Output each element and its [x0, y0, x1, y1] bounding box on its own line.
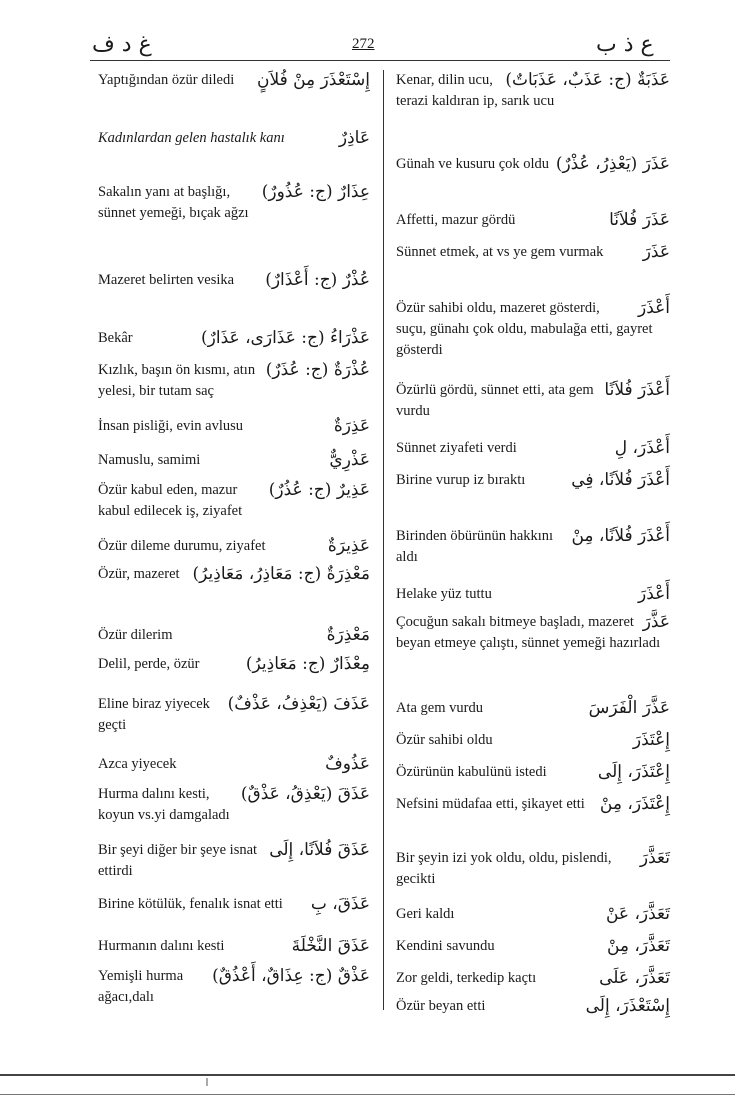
turkish-definition: Hurmanın dalını kesti	[98, 938, 225, 954]
turkish-definition: Kadınlardan gelen hastalık kanı	[98, 130, 285, 146]
turkish-definition: Özür sahibi oldu	[396, 732, 493, 748]
dictionary-entry	[396, 848, 670, 890]
dictionary-entry	[98, 694, 370, 736]
arabic-headword: عَذَّرَ الْفَرَسَ	[588, 698, 670, 718]
dictionary-entry	[396, 70, 670, 112]
turkish-definition: Özür sahibi oldu, mazeret gösterdi, suçu, günahı çok oldu, mabulağa etti, gayret gösterdi	[396, 300, 653, 358]
turkish-definition: Delil, perde, özür	[98, 656, 200, 672]
dictionary-entry	[98, 894, 370, 915]
arabic-headword: عَاذِرٌ	[338, 128, 370, 148]
header-rule	[90, 60, 670, 61]
turkish-definition: Ata gem vurdu	[396, 700, 483, 716]
dictionary-entry	[98, 564, 370, 585]
dictionary-entry	[396, 612, 670, 654]
arabic-headword: تَعَذَّرَ، مِنْ	[606, 936, 670, 956]
dictionary-entry	[396, 698, 670, 719]
dictionary-entry	[396, 210, 670, 231]
turkish-definition: Eline biraz yiyecek geçti	[98, 696, 210, 733]
arabic-headword: إِعْتَذَرَ	[632, 730, 670, 750]
turkish-definition: Bir şeyi diğer bir şeye isnat ettirdi	[98, 842, 258, 879]
turkish-definition: Özür beyan etti	[396, 998, 486, 1014]
arabic-headword: مَعْذِرَةٌ	[326, 625, 370, 645]
turkish-definition: Sünnet ziyafeti verdi	[396, 440, 517, 456]
turkish-definition: Bekâr	[98, 330, 133, 346]
turkish-definition: Sakalın yanı at başlığı, sünnet yemeği, bıçak ağzı	[98, 184, 249, 221]
arabic-headword: تَعَذَّرَ، عَلَى	[599, 968, 670, 988]
turkish-definition: Sünnet etmek, at vs ye gem vurmak	[396, 244, 604, 260]
dictionary-entry	[98, 360, 370, 402]
turkish-definition: Namuslu, samimi	[98, 452, 201, 468]
arabic-headword: عَذَرَ	[642, 242, 670, 262]
arabic-headword: عَذَقَ، بِ	[310, 894, 370, 914]
turkish-definition: İnsan pisliği, evin avlusu	[98, 418, 243, 434]
dictionary-entry	[396, 154, 670, 175]
turkish-definition: Özür, mazeret	[98, 566, 180, 582]
dictionary-entry	[98, 840, 370, 882]
arabic-headword: عَذَقَ (يَعْذِقُ، عَذْقٌ)	[240, 784, 370, 804]
arabic-headword: أَعْذَرَ فُلاَنًا، فِي	[571, 470, 670, 490]
turkish-definition: Birine kötülük, fenalık isnat etti	[98, 896, 283, 912]
dictionary-entry	[98, 754, 370, 775]
dictionary-entry	[396, 584, 670, 605]
dictionary-entry	[396, 794, 670, 815]
dictionary-entry	[396, 438, 670, 459]
turkish-definition: Özür dileme durumu, ziyafet	[98, 538, 266, 554]
turkish-definition: Özür dilerim	[98, 627, 173, 643]
arabic-headword: عَذْرِيٌّ	[329, 450, 370, 470]
arabic-headword: إِعْتَذَرَ، مِنْ	[599, 794, 670, 814]
turkish-definition: Hurma dalını kesti, koyun vs.yi damgaladı	[98, 786, 230, 823]
turkish-definition: Yemişli hurma ağacı,dalı	[98, 968, 184, 1005]
turkish-definition: Özürlü gördü, sünnet etti, ata gem vurdu	[396, 382, 594, 419]
arabic-headword: عَذَفَ (يَعْذِفُ، عَذْفٌ)	[227, 694, 370, 714]
dictionary-entry	[98, 328, 370, 349]
page-number: 272	[352, 36, 375, 52]
bottom-rule-secondary	[0, 1094, 735, 1095]
dictionary-entry	[396, 762, 670, 783]
header-right-letters: ع ذ ب	[596, 32, 654, 57]
arabic-headword: عَذَرَ (يَعْذِرُ، عُذْرٌ)	[555, 154, 670, 174]
arabic-headword: عَذَبَةٌ (ج: عَذَبٌ، عَذَبَاتٌ)	[505, 70, 670, 90]
dictionary-entry	[396, 904, 670, 925]
turkish-definition: Zor geldi, terkedip kaçtı	[396, 970, 537, 986]
dictionary-entry	[396, 996, 670, 1017]
arabic-headword: عَذَقَ فُلاَنًا، إِلَى	[269, 840, 370, 860]
arabic-headword: مِعْذَارٌ (ج: مَعَاذِيرُ)	[245, 654, 370, 674]
arabic-headword: إِسْتَعْذَرَ، إِلَى	[585, 996, 670, 1016]
turkish-definition: Özürünün kabulünü istedi	[396, 764, 547, 780]
bottom-rule	[0, 1074, 735, 1076]
arabic-headword: عَذْقٌ (ج: عِذَاقٌ، أَعْذُقٌ)	[212, 966, 370, 986]
turkish-definition: Birinden öbürünün hakkını aldı	[396, 528, 554, 565]
arabic-headword: أَعْذَرَ	[638, 298, 670, 318]
arabic-headword: أَعْذَرَ	[638, 584, 670, 604]
arabic-headword: إِعْتَذَرَ، إِلَى	[597, 762, 670, 782]
turkish-definition: Kızlık, başın ön kısmı, atın yelesi, bir tutam saç	[98, 362, 256, 399]
dictionary-entry	[98, 654, 370, 675]
dictionary-entry	[98, 128, 370, 149]
dictionary-entry	[396, 526, 670, 568]
arabic-headword: تَعَذَّرَ	[639, 848, 670, 868]
arabic-headword: أَعْذَرَ فُلاَنًا، مِنْ	[571, 526, 670, 546]
dictionary-entry	[98, 416, 370, 437]
column-divider	[383, 70, 384, 1010]
dictionary-entry	[98, 450, 370, 471]
dictionary-entry	[98, 966, 370, 1008]
scan-speck	[206, 1078, 208, 1086]
arabic-headword: إِسْتَعْذَرَ مِنْ فُلاَنٍ	[256, 70, 370, 90]
turkish-definition: Geri kaldı	[396, 906, 455, 922]
turkish-definition: Nefsini müdafaa etti, şikayet etti	[396, 796, 585, 812]
turkish-definition: Kenar, dilin ucu, terazi kaldıran ip, sarık ucu	[396, 72, 555, 109]
turkish-definition: Çocuğun sakalı bitmeye başladı, mazeret beyan etmeye çalıştı, sünnet yemeği hazırladı	[396, 614, 661, 651]
arabic-headword: عَذَّرَ	[642, 612, 670, 632]
dictionary-entry	[98, 784, 370, 826]
dictionary-entry	[98, 480, 370, 522]
arabic-headword: عُذْرَةٌ (ج: عُذَرٌ)	[265, 360, 370, 380]
turkish-definition: Bir şeyin izi yok oldu, oldu, pislendi, gecikti	[396, 850, 612, 887]
turkish-definition: Özür kabul eden, mazur kabul edilecek iş, ziyafet	[98, 482, 243, 519]
dictionary-entry	[98, 70, 370, 91]
arabic-headword: عَذَقَ النَّخْلَةَ	[291, 936, 370, 956]
turkish-definition: Kendini savundu	[396, 938, 495, 954]
dictionary-entry	[98, 536, 370, 557]
turkish-definition: Birine vurup iz bıraktı	[396, 472, 526, 488]
dictionary-entry	[396, 242, 670, 263]
arabic-headword: أَعْذَرَ فُلاَنًا	[604, 380, 670, 400]
page-header	[0, 30, 735, 60]
header-left-letters: غ د ف	[92, 32, 152, 57]
dictionary-entry	[396, 380, 670, 422]
turkish-definition: Affetti, mazur gördü	[396, 212, 516, 228]
arabic-headword: عَذِيرٌ (ج: عُذُرٌ)	[268, 480, 370, 500]
dictionary-entry	[396, 936, 670, 957]
dictionary-entry	[396, 470, 670, 491]
dictionary-entry	[98, 625, 370, 646]
dictionary-entry	[98, 936, 370, 957]
arabic-headword: عَذِرَةٌ	[333, 416, 370, 436]
arabic-headword: عَذُوفٌ	[325, 754, 370, 774]
dictionary-entry	[98, 182, 370, 224]
dictionary-entry	[98, 270, 370, 291]
turkish-definition: Helake yüz tuttu	[396, 586, 492, 602]
arabic-headword: عُذْرٌ (ج: أَعْذَارٌ)	[265, 270, 370, 290]
arabic-headword: تَعَذَّرَ، عَنْ	[605, 904, 670, 924]
turkish-definition: Günah ve kusuru çok oldu	[396, 156, 550, 172]
turkish-definition: Yaptığından özür diledi	[98, 72, 235, 88]
arabic-headword: عَذَرَ فُلاَنًا	[609, 210, 670, 230]
dictionary-entry	[396, 730, 670, 751]
arabic-headword: مَعْذِرَةٌ (ج: مَعَاذِرُ، مَعَاذِيرُ)	[192, 564, 370, 584]
arabic-headword: عَذِيرَةٌ	[327, 536, 370, 556]
dictionary-entry	[396, 298, 670, 361]
arabic-headword: عَذْرَاءُ (ج: عَذَارَى، عَذَارٌ)	[201, 328, 370, 348]
turkish-definition: Azca yiyecek	[98, 756, 177, 772]
dictionary-entry	[396, 968, 670, 989]
arabic-headword: عِذَارٌ (ج: عُذُورٌ)	[261, 182, 370, 202]
turkish-definition: Mazeret belirten vesika	[98, 272, 235, 288]
arabic-headword: أَعْذَرَ، لِ	[614, 438, 670, 458]
